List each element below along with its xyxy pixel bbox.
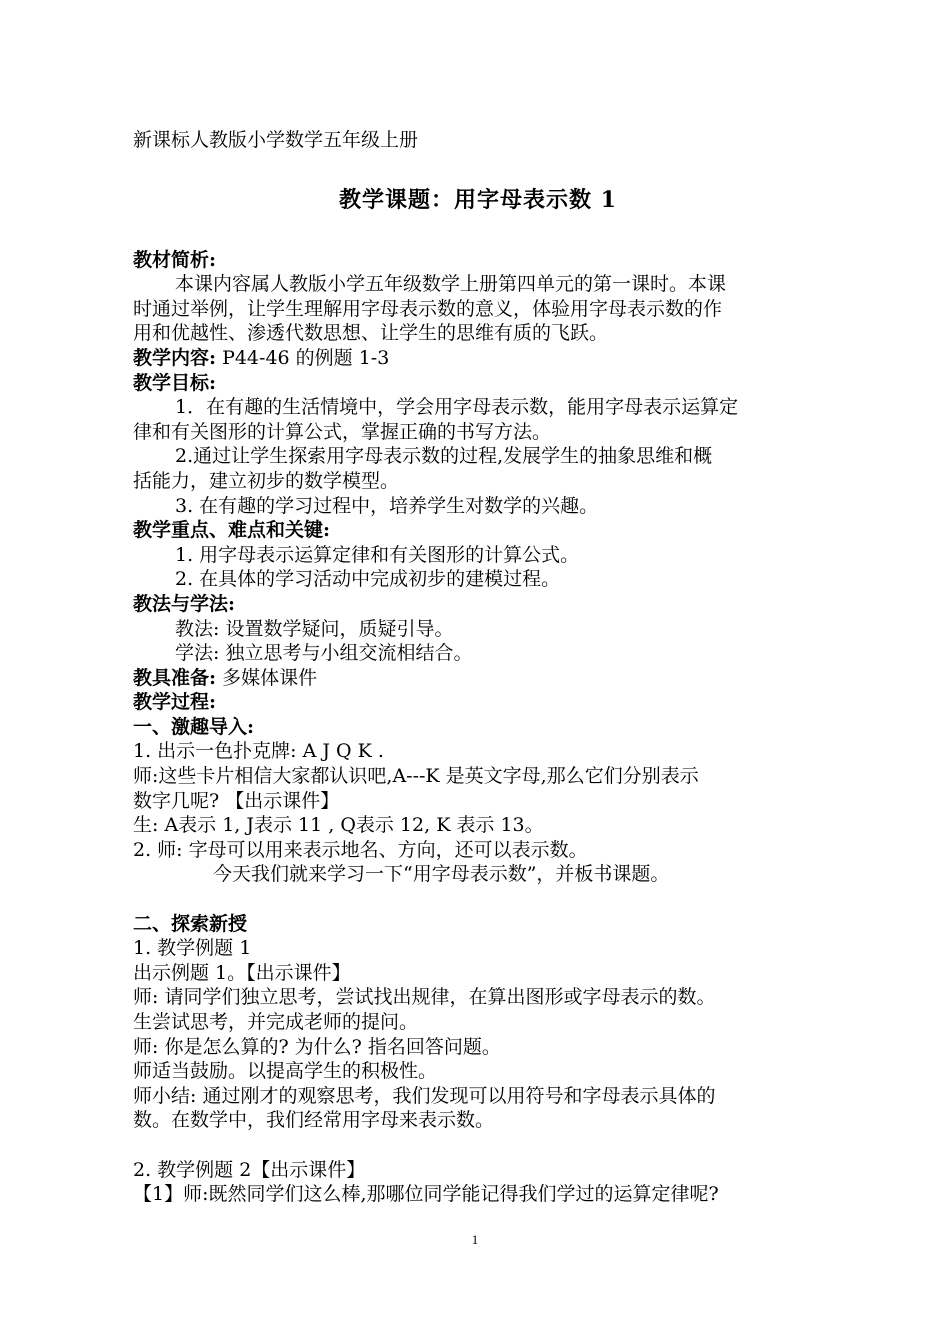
section-heading-teaching-goals: 教学目标: — [133, 371, 217, 394]
process-line: 出示例题 1。【出示课件】 — [133, 961, 351, 984]
document-page — [133, 128, 823, 1207]
section-heading-key-points: 教学重点、难点和关键: — [133, 519, 331, 542]
process-line: 师适当鼓励。以提高学生的积极性。 — [133, 1060, 438, 1083]
process-line: 1. 教学例题 1 — [133, 937, 252, 960]
process-line: 生尝试思考，并完成老师的提问。 — [133, 1011, 419, 1033]
lesson-title: 教学课题：用字母表示数 1 — [339, 186, 617, 213]
section-heading-process: 教学过程: — [133, 691, 217, 714]
method-line: 教法: 设置数学疑问，质疑引导。 — [175, 617, 454, 640]
section-heading-textbook-analysis: 教材简析: — [133, 248, 217, 271]
process-line: 师:这些卡片相信大家都认识吧,A---K 是英文字母,那么它们分别表示 — [133, 765, 699, 788]
process-line: 1. 出示一色扑克牌: A J Q K . — [133, 740, 384, 763]
key-point-line: 2. 在具体的学习活动中完成初步的建模过程。 — [175, 568, 561, 591]
section-heading-teaching-content: 教学内容: — [133, 346, 217, 369]
series-header: 新课标人教版小学数学五年级上册 — [133, 129, 419, 151]
page-number: 1 — [471, 1232, 479, 1247]
goal-line: 3. 在有趣的学习过程中，培养学生对数学的兴趣。 — [175, 494, 599, 517]
process-line: 今天我们就来学习一下“用字母表示数”，并板书课题。 — [213, 863, 670, 886]
paragraph-line: 本课内容属人教版小学五年级数学上册第四单元的第一课时。本课 — [175, 273, 727, 296]
subsection-heading-intro: 一、激趣导入: — [133, 715, 255, 738]
paragraph-line: 用和优越性、渗透代数思想、让学生的思维有质的飞跃。 — [133, 322, 609, 345]
section-heading-materials: 教具准备: — [133, 666, 217, 689]
process-line: 师: 你是怎么算的? 为什么? 指名回答问题。 — [133, 1035, 501, 1058]
key-point-line: 1. 用字母表示运算定律和有关图形的计算公式。 — [175, 543, 580, 566]
process-line: 数字几呢? 【出示课件】 — [133, 789, 340, 812]
method-line: 学法: 独立思考与小组交流相结合。 — [175, 642, 473, 665]
goal-line: 2.通过让学生探索用字母表示数的过程,发展学生的抽象思维和概 — [175, 445, 713, 468]
goal-line: 律和有关图形的计算公式，掌握正确的书写方法。 — [133, 420, 552, 443]
materials-value: 多媒体课件 — [222, 666, 318, 689]
subsection-heading-explore: 二、探索新授 — [133, 912, 248, 935]
teaching-content-value: P44-46 的例题 1-3 — [222, 346, 390, 369]
goal-line: 括能力，建立初步的数学模型。 — [133, 469, 400, 492]
section-heading-methods: 教法与学法: — [133, 592, 236, 615]
process-line: 师小结: 通过刚才的观察思考，我们发现可以用符号和字母表示具体的 — [133, 1084, 716, 1107]
process-line: 生: A表示 1, J表示 11 , Q表示 12, K 表示 13。 — [133, 814, 544, 837]
process-line: 数。在数学中，我们经常用字母来表示数。 — [133, 1109, 495, 1132]
paragraph-line: 时通过举例，让学生理解用字母表示数的意义，体验用字母表示数的作 — [133, 297, 723, 320]
goal-line: 1．在有趣的生活情境中，学会用字母表示数，能用字母表示运算定 — [175, 396, 739, 419]
process-line: 2. 师: 字母可以用来表示地名、方向，还可以表示数。 — [133, 838, 588, 861]
process-line: 2. 教学例题 2【出示课件】 — [133, 1158, 366, 1181]
process-line: 师: 请同学们独立思考，尝试找出规律，在算出图形或字母表示的数。 — [133, 986, 716, 1009]
process-line: 【1】师:既然同学们这么棒,那哪位同学能记得我们学过的运算定律呢? — [133, 1183, 719, 1206]
